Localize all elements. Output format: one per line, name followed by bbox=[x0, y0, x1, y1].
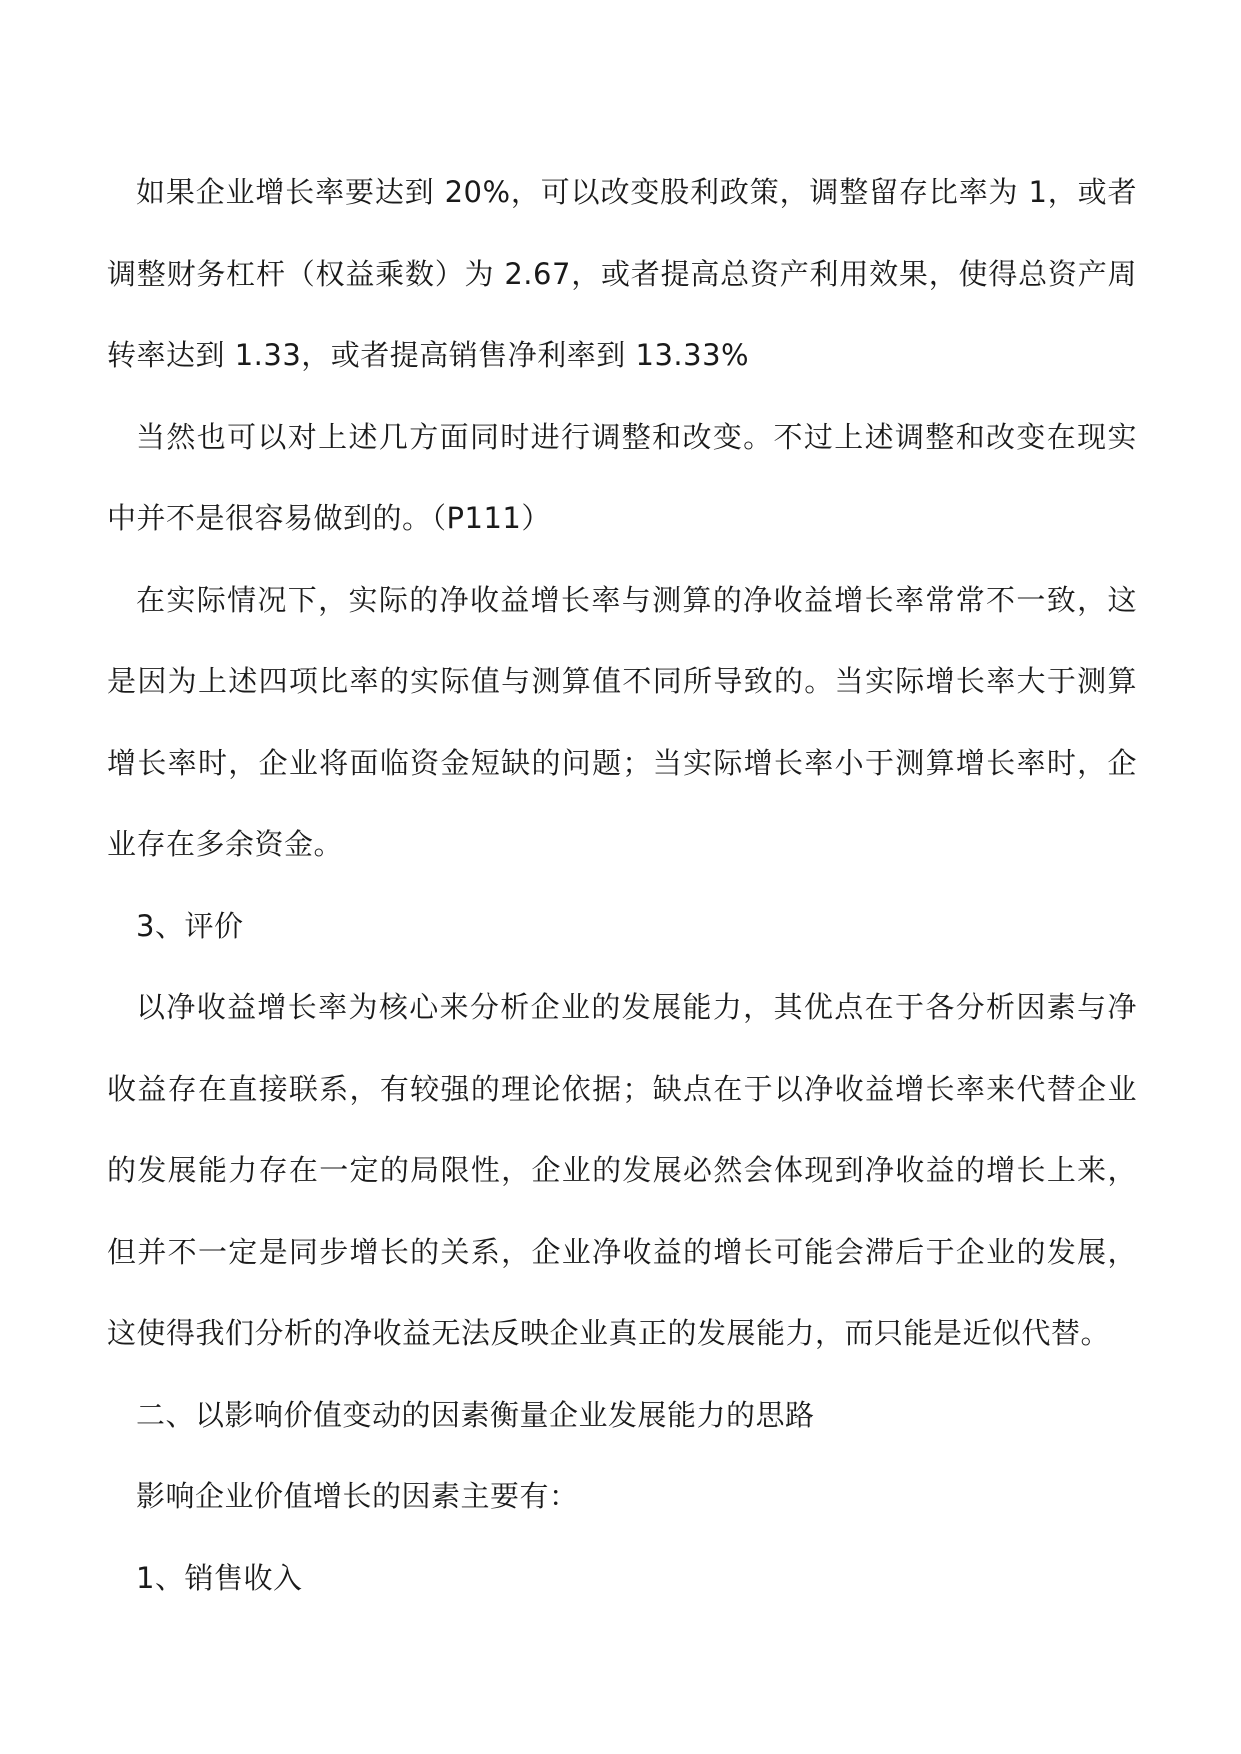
paragraph-evaluation: 以净收益增长率为核心来分析企业的发展能力，其优点在于各分析因素与净收益存在直接联系，有较强的理论依据；缺点在于以净收益增长率来代替企业的发展能力存在一定的局限性，企业的发展必然会体现到净收益的增长上来，但并不一定是同步增长的关系，企业净收益的增长可能会滞后于企业的发展，这使得我们分析的净收益无法反映企业真正的发展能力，而只能是近似代替。 bbox=[107, 990, 1137, 1350]
section-heading-evaluation: 3、评价 bbox=[136, 908, 244, 943]
paragraph-adjustment-difficulty: 当然也可以对上述几方面同时进行调整和改变。不过上述调整和改变在现实中并不是很容易做到的。（P111） bbox=[107, 419, 1137, 535]
paragraph-actual-vs-estimated: 在实际情况下，实际的净收益增长率与测算的净收益增长率常常不一致，这是因为上述四项比率的实际值与测算值不同所导致的。当实际增长率大于测算增长率时，企业将面临资金短缺的问题；当实际增长率小于测算增长率时，企业存在多余资金。 bbox=[107, 582, 1137, 861]
section-heading-value-factors: 二、以影响价值变动的因素衡量企业发展能力的思路 bbox=[136, 1397, 815, 1432]
paragraph-growth-rate-adjustment: 如果企业增长率要达到 20%，可以改变股利政策，调整留存比率为 1，或者调整财务杠杆（权益乘数）为 2.67，或者提高总资产利用效果，使得总资产周转率达到 1.33，或者提高销售净利率到 13.33% bbox=[107, 175, 1137, 372]
document-body bbox=[107, 152, 1137, 1619]
paragraph-value-factors-intro: 影响企业价值增长的因素主要有： bbox=[136, 1479, 579, 1513]
list-item-sales-revenue: 1、销售收入 bbox=[136, 1560, 303, 1595]
